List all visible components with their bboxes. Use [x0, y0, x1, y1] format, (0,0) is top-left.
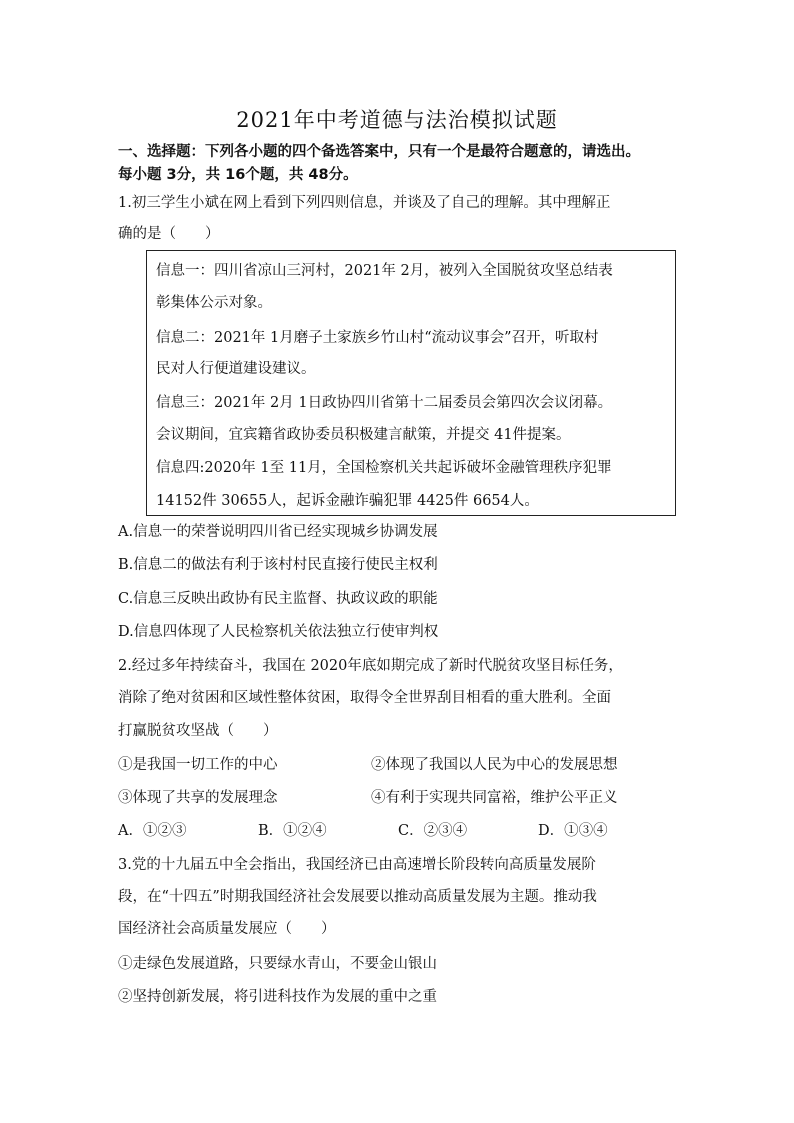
- q2-stem-line3: 打赢脱贫攻坚战（ ）: [118, 723, 278, 739]
- q1-option-b: B.信息二的做法有利于该村村民直接行使民主权利: [118, 557, 438, 573]
- info-line: 信息一：四川省凉山三河村，2021年 2月，被列入全国脱贫攻坚总结表: [156, 263, 613, 279]
- q2-item-2: ②体现了我国以人民为中心的发展思想: [371, 757, 618, 773]
- q2-stem-line2: 消除了绝对贫困和区域性整体贫困，取得令全世界刮目相看的重大胜利。全面: [118, 690, 611, 706]
- q3-stem-line1: 3.党的十九届五中全会指出，我国经济已由高速增长阶段转向高质量发展阶: [118, 857, 596, 873]
- info-line: 14152件 30655人，起诉金融诈骗犯罪 4425件 6654人。: [156, 493, 539, 509]
- q2-item-3: ③体现了共享的发展理念: [118, 790, 278, 806]
- q3-stem-line3: 国经济社会高质量发展应（ ）: [118, 921, 336, 937]
- q2-choice-d: D．①③④: [538, 823, 608, 839]
- info-line: 信息二：2021年 1月磨子土家族乡竹山村“流动议事会”召开，听取村: [156, 330, 599, 346]
- info-line: 信息三：2021年 2月 1日政协四川省第十二届委员会第四次会议闭幕。: [156, 395, 613, 411]
- info-line: 会议期间，宜宾籍省政协委员积极建言献策，并提交 41件提案。: [156, 427, 571, 443]
- info-box: [146, 250, 676, 516]
- info-line: 彰集体公示对象。: [156, 295, 272, 311]
- q2-choice-c: C．②③④: [398, 823, 468, 839]
- q1-stem-line1: 1.初三学生小斌在网上看到下列四则信息，并谈及了自己的理解。其中理解正: [118, 195, 611, 211]
- q3-stem-line2: 段，在“十四五”时期我国经济社会发展要以推动高质量发展为主题。推动我: [118, 889, 597, 905]
- info-line: 信息四:2020年 1至 11月，全国检察机关共起诉破坏金融管理秩序犯罪: [156, 460, 612, 476]
- q2-choice-a: A．①②③: [118, 823, 187, 839]
- page-title: 2021年中考道德与法治模拟试题: [236, 108, 558, 132]
- q2-stem-line1: 2.经过多年持续奋斗，我国在 2020年底如期完成了新时代脱贫攻坚目标任务，: [118, 658, 623, 674]
- q1-stem-line2: 确的是（ ）: [118, 226, 220, 242]
- section-heading-line2: 每小题 3分，共 16个题，共 48分。: [118, 167, 358, 183]
- q1-option-d: D.信息四体现了人民检察机关依法独立行使审判权: [118, 624, 439, 640]
- q2-item-4: ④有利于实现共同富裕，维护公平正义: [371, 790, 618, 806]
- q3-item-2: ②坚持创新发展，将引进科技作为发展的重中之重: [118, 989, 437, 1005]
- q2-choice-b: B．①②④: [258, 823, 327, 839]
- q3-item-1: ①走绿色发展道路，只要绿水青山，不要金山银山: [118, 956, 437, 972]
- info-line: 民对人行便道建设建议。: [156, 361, 316, 377]
- q2-item-1: ①是我国一切工作的中心: [118, 757, 278, 773]
- q1-option-c: C.信息三反映出政协有民主监督、执政议政的职能: [118, 591, 438, 607]
- section-heading-line1: 一、选择题：下列各小题的四个备选答案中，只有一个是最符合题意的，请选出。: [118, 144, 640, 160]
- q1-option-a: A.信息一的荣誉说明四川省已经实现城乡协调发展: [118, 524, 438, 540]
